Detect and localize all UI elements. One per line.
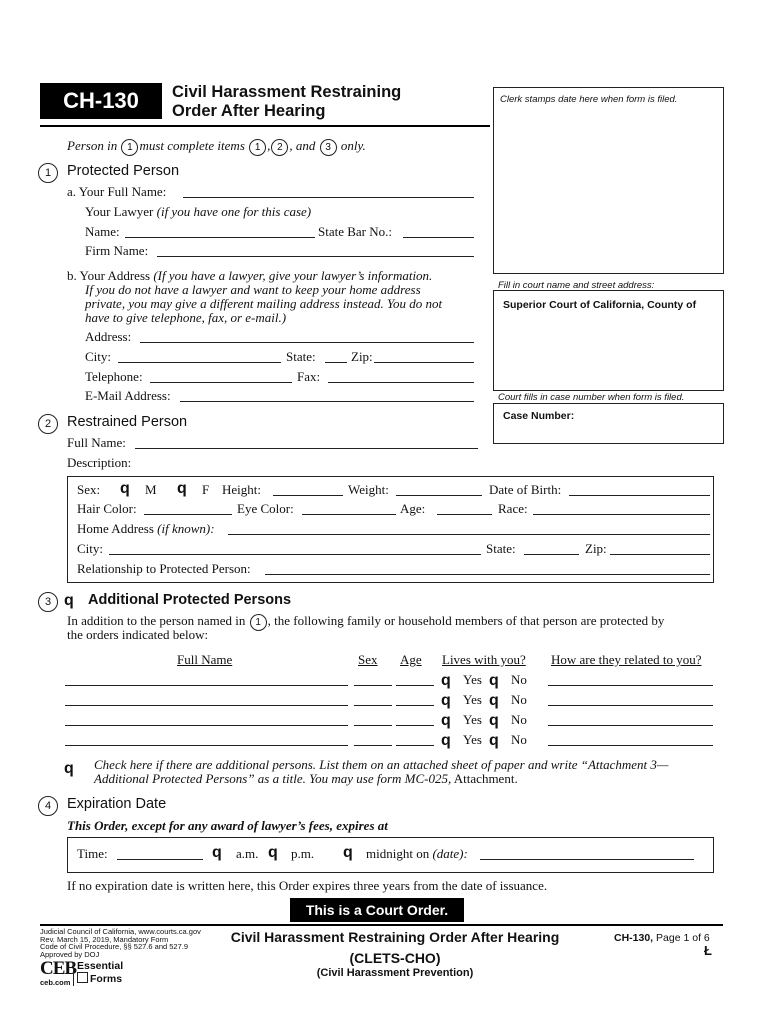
person-age-field[interactable] xyxy=(396,725,434,726)
form-title-line1: Civil Harassment Restraining xyxy=(172,83,402,101)
footer-title-1: Civil Harassment Restraining Order After Hearing xyxy=(230,929,560,945)
race-label: Race: xyxy=(498,501,528,516)
person-name-field[interactable] xyxy=(65,745,348,746)
time-field[interactable] xyxy=(117,859,203,860)
person-age-field[interactable] xyxy=(396,705,434,706)
city-label: City: xyxy=(85,349,112,364)
ceb-logo-text: CEB xyxy=(40,958,77,979)
ceb-logo xyxy=(40,960,76,987)
address-field[interactable] xyxy=(140,342,474,343)
zip-label: Zip: xyxy=(351,349,373,364)
female-label: F xyxy=(202,482,210,497)
height-field[interactable] xyxy=(273,495,343,496)
no-label: No xyxy=(511,712,527,727)
address-heading-text: b. Your Address xyxy=(67,268,151,283)
checkbox-lives-yes[interactable]: q xyxy=(441,712,451,729)
checkbox-additional-persons[interactable]: q xyxy=(64,592,74,609)
intro-text-3: , and xyxy=(289,138,316,153)
no-label: No xyxy=(511,692,527,707)
expiration-date-field[interactable] xyxy=(480,859,694,860)
email-label: E-Mail Address: xyxy=(85,388,171,403)
expiration-default-note: If no expiration date is written here, this Order expires three years from the date of issuance. xyxy=(67,878,548,893)
essential-forms-text: Forms xyxy=(90,973,123,985)
midnight-label xyxy=(366,846,468,862)
no-label: No xyxy=(511,672,527,687)
person-relationship-field[interactable] xyxy=(548,745,713,746)
restrained-name-label: Full Name: xyxy=(67,435,126,450)
col-sex: Sex xyxy=(358,652,378,667)
full-name-field[interactable] xyxy=(183,197,474,198)
person-sex-field[interactable] xyxy=(354,725,392,726)
item-ref-1b: 1 xyxy=(249,139,266,156)
fax-field[interactable] xyxy=(328,382,474,383)
case-number-label: Case Number: xyxy=(503,410,575,422)
checkbox-lives-yes[interactable]: q xyxy=(441,692,451,709)
court-name: Superior Court of California, County of xyxy=(503,299,697,311)
zip-field[interactable] xyxy=(374,362,474,363)
restrained-city-field[interactable] xyxy=(109,554,481,555)
height-label: Height: xyxy=(222,482,261,497)
time-label: Time: xyxy=(77,846,108,861)
hair-label: Hair Color: xyxy=(77,501,137,516)
weight-label: Weight: xyxy=(348,482,389,497)
section-4-number: 4 xyxy=(38,796,58,816)
sex-label: Sex: xyxy=(77,482,101,497)
item-ref-3: 3 xyxy=(320,139,337,156)
forms-icon xyxy=(77,972,88,983)
jc-line-2: Rev. March 15, 2019, Mandatory Form xyxy=(40,934,169,944)
weight-field[interactable] xyxy=(396,495,482,496)
person-relationship-field[interactable] xyxy=(548,685,713,686)
footer-rule xyxy=(40,924,723,926)
ceb-url: ceb.com xyxy=(40,978,71,987)
home-address-note: (if known): xyxy=(157,521,215,536)
checkbox-am[interactable]: q xyxy=(212,844,222,861)
court-box[interactable] xyxy=(493,290,724,391)
firm-name-field[interactable] xyxy=(157,256,474,257)
checkbox-pm[interactable]: q xyxy=(268,844,278,861)
logo-divider xyxy=(73,962,74,986)
section-1-number: 1 xyxy=(38,163,58,183)
relationship-field[interactable] xyxy=(265,574,710,575)
restrained-name-field[interactable] xyxy=(135,448,478,449)
footer-title-2: (CLETS-CHO) xyxy=(349,950,441,966)
hair-field[interactable] xyxy=(144,514,232,515)
item-ref-1c: 1 xyxy=(250,614,267,631)
checkbox-lives-no[interactable]: q xyxy=(489,672,499,689)
midnight-label-text: midnight on xyxy=(366,846,430,861)
intro-text-4: only. xyxy=(340,138,366,153)
person-name-field[interactable] xyxy=(65,685,348,686)
age-label: Age: xyxy=(400,501,426,516)
yes-label: Yes xyxy=(463,712,482,727)
checkbox-midnight[interactable]: q xyxy=(343,844,353,861)
lawyer-label xyxy=(85,204,311,220)
restrained-zip-field[interactable] xyxy=(610,554,710,555)
home-address-label-text: Home Address xyxy=(77,521,154,536)
expiration-subtitle: This Order, except for any award of lawyer’s fees, expires at xyxy=(67,818,388,833)
checkbox-more-persons[interactable]: q xyxy=(64,760,74,777)
checkbox-lives-no[interactable]: q xyxy=(489,712,499,729)
essential-forms-logo xyxy=(77,961,123,985)
title-underline xyxy=(40,125,490,127)
case-number-box[interactable] xyxy=(493,403,724,444)
firm-name-label: Firm Name: xyxy=(85,243,149,258)
yes-label: Yes xyxy=(463,672,482,687)
home-address-field[interactable] xyxy=(228,534,710,535)
form-title-line2: Order After Hearing xyxy=(172,102,326,120)
footer-title-3: (Civil Harassment Prevention) xyxy=(316,967,474,979)
male-label: M xyxy=(145,482,157,497)
col-age: Age xyxy=(400,652,422,667)
eye-label: Eye Color: xyxy=(237,501,294,516)
footer-glyph: Ł xyxy=(704,943,712,958)
eye-field[interactable] xyxy=(302,514,396,515)
address-note-4: have to give telephone, fax, or e-mail.) xyxy=(85,310,287,325)
section-2-number: 2 xyxy=(38,414,58,434)
col-relationship: How are they related to you? xyxy=(551,652,702,667)
form-title xyxy=(172,83,401,121)
person-name-field[interactable] xyxy=(65,725,348,726)
footer-title xyxy=(200,928,590,980)
email-field[interactable] xyxy=(180,401,474,402)
address-note-3: private, you may give a different mailing address instead. You do not xyxy=(85,296,443,311)
intro-instructions xyxy=(67,138,366,156)
attachment-note-2a: Additional Protected Persons” as a title. You may use form MC-025, xyxy=(94,771,452,786)
person-sex-field[interactable] xyxy=(354,685,392,686)
person-relationship-field[interactable] xyxy=(548,725,713,726)
person-sex-field[interactable] xyxy=(354,705,392,706)
section-3-title: Additional Protected Persons xyxy=(88,592,292,608)
telephone-label: Telephone: xyxy=(85,369,143,384)
address-note-2: If you do not have a lawyer and want to keep your home address xyxy=(85,282,421,297)
am-label: a.m. xyxy=(236,846,259,861)
checkbox-male[interactable]: q xyxy=(120,480,130,497)
age-field[interactable] xyxy=(437,514,492,515)
essential-forms-line-2 xyxy=(77,972,123,985)
court-order-banner: This is a Court Order. xyxy=(290,898,464,922)
person-sex-field[interactable] xyxy=(354,745,392,746)
judicial-council-info xyxy=(40,928,201,958)
form-id-badge: CH-130 xyxy=(40,83,162,119)
col-full-name: Full Name xyxy=(177,652,233,667)
restrained-state-label: State: xyxy=(486,541,516,556)
home-address-label xyxy=(77,521,215,537)
intro-comma: , xyxy=(267,138,271,153)
pm-label: p.m. xyxy=(291,846,315,861)
section-3-number: 3 xyxy=(38,592,58,612)
description-label: Description: xyxy=(67,455,132,470)
address-note-1: (If you have a lawyer, give your lawyer’s information. xyxy=(153,268,433,283)
midnight-date-note: (date): xyxy=(432,846,468,861)
dob-label: Date of Birth: xyxy=(489,482,562,497)
item-ref-1: 1 xyxy=(121,139,138,156)
restrained-state-field[interactable] xyxy=(524,554,579,555)
person-age-field[interactable] xyxy=(396,745,434,746)
lawyer-note: (if you have one for this case) xyxy=(156,204,312,219)
checkbox-lives-no[interactable]: q xyxy=(489,692,499,709)
checkbox-female[interactable]: q xyxy=(177,480,187,497)
state-bar-label: State Bar No.: xyxy=(318,224,393,239)
footer-form-ref: CH-130, xyxy=(614,932,654,944)
col-lives-with: Lives with you? xyxy=(442,652,526,667)
attachment-note-2 xyxy=(94,772,518,786)
restrained-city-label: City: xyxy=(77,541,104,556)
yes-label: Yes xyxy=(463,732,482,747)
race-field[interactable] xyxy=(533,514,710,515)
full-name-label: a. Your Full Name: xyxy=(67,184,167,199)
address-label: Address: xyxy=(85,329,132,344)
jc-line-3: Code of Civil Procedure, §§ 527.6 and 527.9 xyxy=(40,942,189,951)
section-2-title: Restrained Person xyxy=(67,414,188,430)
case-note: Court fills in case number when form is filed. xyxy=(498,392,685,403)
essential-forms-line-1: Essential xyxy=(77,960,124,972)
person-age-field[interactable] xyxy=(396,685,434,686)
restrained-zip-label: Zip: xyxy=(585,541,607,556)
lawyer-label-text: Your Lawyer xyxy=(85,204,154,219)
city-field[interactable] xyxy=(118,362,281,363)
attachment-note-2b: Attachment. xyxy=(453,771,518,786)
dob-field[interactable] xyxy=(569,495,710,496)
court-note: Fill in court name and street address: xyxy=(498,280,655,291)
state-field[interactable] xyxy=(325,362,347,363)
telephone-field[interactable] xyxy=(150,382,292,383)
no-label: No xyxy=(511,732,527,747)
jc-line-1: Judicial Council of California, www.courts.ca.gov xyxy=(40,927,201,936)
section-4-title: Expiration Date xyxy=(67,796,167,812)
clerk-note: Clerk stamps date here when form is filed. xyxy=(500,94,678,105)
item-ref-2: 2 xyxy=(271,139,288,156)
state-bar-field[interactable] xyxy=(403,237,474,238)
relationship-label: Relationship to Protected Person: xyxy=(77,561,251,576)
section-1-title: Protected Person xyxy=(67,163,180,179)
checkbox-lives-yes[interactable]: q xyxy=(441,672,451,689)
yes-label: Yes xyxy=(463,692,482,707)
clerk-stamp-box xyxy=(493,87,724,274)
person-name-field[interactable] xyxy=(65,705,348,706)
jc-line-4: Approved by DOJ xyxy=(40,949,100,959)
state-label: State: xyxy=(286,349,316,364)
section-3-intro-1a: In addition to the person named in xyxy=(67,613,246,628)
intro-text-2: must complete items xyxy=(139,138,245,153)
intro-text-1: Person in xyxy=(67,138,118,153)
lawyer-name-label: Name: xyxy=(85,224,120,239)
checkbox-lives-no[interactable]: q xyxy=(489,732,499,749)
section-3-intro-1b: , the following family or household members of that person are protected by xyxy=(267,613,665,628)
page-number: Page 1 of 6 xyxy=(656,932,710,944)
person-relationship-field[interactable] xyxy=(548,705,713,706)
attachment-note-1: Check here if there are additional persons. List them on an attached sheet of paper and write “Attachment 3— xyxy=(94,757,669,772)
section-3-intro-2: the orders indicated below: xyxy=(67,627,209,642)
page-indicator xyxy=(614,932,710,944)
lawyer-name-field[interactable] xyxy=(125,237,315,238)
checkbox-lives-yes[interactable]: q xyxy=(441,732,451,749)
fax-label: Fax: xyxy=(297,369,321,384)
address-heading xyxy=(67,269,432,283)
